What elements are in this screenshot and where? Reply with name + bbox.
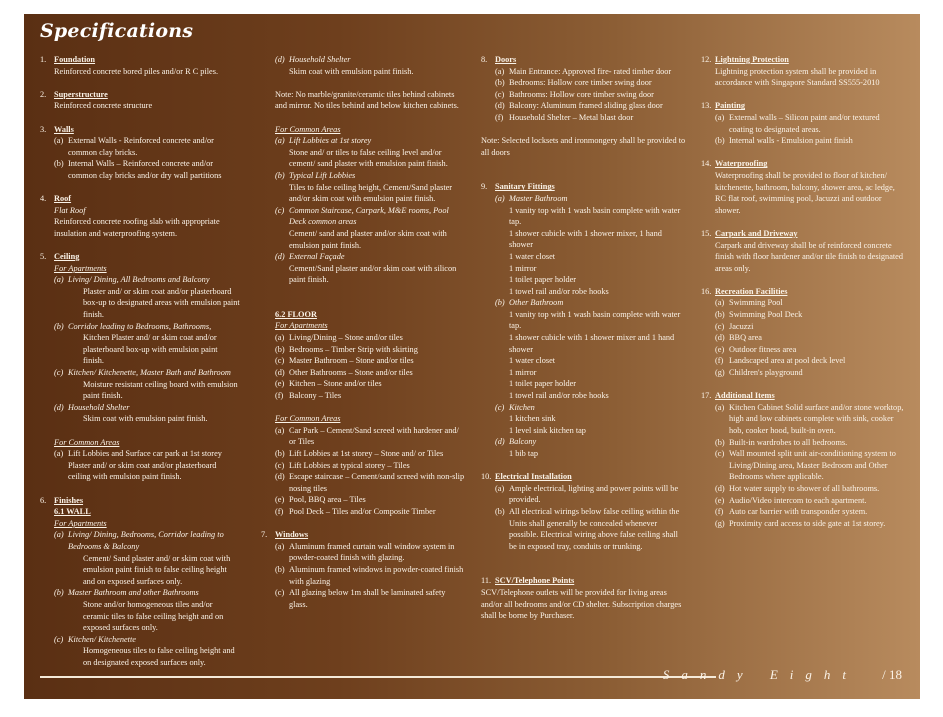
item-text: Kitchen – Stone and/or tiles [289,379,382,389]
section-title: Ceiling [54,252,80,262]
item-key: (b) [715,437,725,447]
item-key: (a) [275,541,285,551]
spec-section [701,54,906,89]
list-item [275,170,465,182]
item-text: Ample electrical, lighting and power points will be provided. [509,483,679,505]
list-item [275,448,465,460]
section-number: 5. [40,252,47,262]
list-item [701,309,906,321]
item-text: Car Park – Cement/Sand screed with hardener and/ or Tiles [289,425,459,447]
item-text: 1 shower cubicle with 1 shower mixer, 1 hand shower [509,228,662,250]
item-text: Balcony – Tiles [289,391,342,401]
section-heading [40,495,240,507]
list-item [275,332,465,344]
text-line: Reinforced concrete bored piles and/or R C piles. [54,66,219,76]
item-key: (f) [715,356,724,366]
item-key: (b) [715,136,725,146]
spacer [275,518,465,530]
item-title: Kitchen [509,402,535,412]
section-title: Windows [275,530,309,540]
item-title: Kitchen/ Kitchenette [68,634,136,644]
item-key: (c) [275,205,285,215]
subheading: For Apartments [54,518,107,528]
item-text: Balcony: Aluminum framed sliding glass door [509,101,663,111]
section-heading [40,54,240,66]
subheading: Flat Roof [54,205,86,215]
note: Note: No marble/granite/ceramic tiles behind cabinets and mirror. No tiles behind and below kitchen cabinets. [275,89,459,111]
item-text: 1 bib tap [509,449,539,458]
section-number: 12. [701,55,712,64]
spacer [275,112,465,124]
section-heading [701,228,906,240]
list-item [701,402,906,437]
item-text: 1 mirror [509,367,537,377]
section-number: 4. [40,194,47,204]
list-item [40,135,240,158]
item-title: Household Shelter [68,402,130,412]
item-key: (b) [275,564,285,574]
item-text: Lift Lobbies at typical storey – Tiles [289,460,410,470]
list-item [40,529,240,552]
list-item [275,494,465,506]
item-text: 1 mirror [509,263,537,273]
subsection-title: 6.1 WALL [54,507,91,517]
section-heading [481,54,686,66]
section-title: SCV/Telephone Points [495,576,575,586]
section-title: Superstructure [54,89,108,99]
list-item [701,321,906,333]
item-key: (c) [715,321,725,331]
item-key: (f) [275,391,284,401]
item-text: Stone and/or homogeneous tiles and/or ceramic tiles to false ceiling height and on exposed surfaces only. [83,599,224,633]
list-item [701,112,906,135]
item-text: BBQ area [729,333,762,343]
item-text: 1 towel rail and/or robe hooks [509,391,609,401]
item-key: (b) [495,78,505,88]
list-item [481,66,686,78]
item-text: Built-in wardrobes to all bedrooms. [729,437,848,447]
list-item [481,77,686,89]
item-text: Aluminum framed windows in powder-coated finish with glazing [289,564,464,586]
item-text: Cement/ sand and plaster and/or skim coat with emulsion paint finish. [289,228,447,250]
list-item [275,390,465,402]
subsection-title: 6.2 FLOOR [275,309,317,319]
item-text: Jacuzzi [729,321,754,331]
section-number: 9. [481,182,488,192]
section-heading [40,124,240,136]
text-line: Waterproofing shall be provided to floor of kitchen/ kitchenette, bathroom, balcony, shower area, ac ledge, RC flat roof, swimming pool, Jacuzzi and outdoor shower. [715,170,895,215]
list-item [275,251,465,263]
list-item [701,367,906,379]
subheading: For Apartments [275,321,328,331]
spec-section [701,390,906,529]
spacer [481,460,686,472]
item-key: (a) [275,333,285,343]
spacer [481,552,686,575]
section-title: Waterproofing [715,159,768,169]
list-item [481,436,686,448]
section-number: 3. [40,124,47,134]
spec-section [701,100,906,146]
list-item [481,483,686,506]
item-title: External Façade [289,252,345,262]
footer-divider [40,676,716,678]
list-item [275,587,465,610]
list-item [275,541,465,564]
list-item [481,193,686,205]
item-key: (b) [54,321,64,331]
item-key: (a) [715,402,725,412]
list-item [275,471,465,494]
text-line: Reinforced concrete roofing slab with appropriate insulation and waterproofing system. [54,217,220,238]
spec-section [40,193,240,239]
section-heading [481,181,686,193]
item-key: (b) [495,298,505,308]
item-text: Cement/Sand plaster and/or skim coat with silicon paint finish. [289,263,457,285]
section-heading [701,54,906,66]
text-line: Carpark and driveway shall be of reinforced concrete finish with floor hardener and/or tile finish to designated areas only. [715,240,904,273]
item-text: Homogeneous tiles to false ceiling height and on designated exposed surfaces only. [83,646,235,667]
item-text: Proximity card access to side gate at 1st storey. [729,518,886,528]
item-text: 1 vanity top with 1 wash basin complete with water tap. [509,205,681,227]
section-heading [701,100,906,112]
item-key: (b) [495,506,505,516]
list-item [275,564,465,587]
item-text: Bedrooms – Timber Strip with skirting [289,344,418,354]
list-item [701,297,906,309]
item-text: Skim coat with emulsion paint finish. [83,414,208,424]
section-heading [481,471,686,483]
item-key: (b) [54,588,64,598]
item-text: 1 vanity top with 1 wash basin complete with water tap. [509,309,681,331]
list-item [481,506,686,552]
list-item [40,587,240,599]
item-text: Escape staircase – Cement/sand screed with non-slip nosing tiles [289,472,465,493]
list-item [40,634,240,646]
item-key: (e) [275,495,285,505]
list-item [275,460,465,472]
list-item [701,448,906,483]
item-key: (e) [275,379,285,389]
item-text: Wall mounted split unit air-conditioning system to Living/Dining area, Master Bedroom and Other Bedrooms where applicable. [729,449,896,482]
item-key: (b) [275,170,285,180]
spec-section [40,124,240,182]
list-item [481,100,686,112]
list-item [40,367,240,379]
item-key: (a) [495,193,505,203]
item-key: (c) [275,588,285,598]
item-text: Internal walls - Emulsion paint finish [729,136,853,146]
section-number: 15. [701,228,712,238]
item-text: Aluminum framed curtain wall window system in powder-coated finish with glazing. [289,541,455,563]
item-text: 1 shower cubicle with 1 shower mixer and 1 hand shower [509,333,675,354]
text-line: Lightning protection system shall be provided in accordance with Singapore Standard SS555-2010 [715,66,880,88]
section-number: 7. [261,530,268,540]
item-text: Stone and/ or tiles to false ceiling level and/or cement/ sand plaster with emulsion paint finish. [289,147,448,169]
item-text: Lift Lobbies and Surface car park at 1st storey Plaster and/ or skim coat and/or plasterboard ceiling with emulsion paint finish. [68,449,222,482]
item-key: (d) [715,333,725,343]
item-key: (a) [54,530,64,540]
section-number: 10. [481,472,492,482]
section-heading [261,529,465,541]
item-text: All electrical wirings below false ceiling within the Units shall generally be concealed whenever possible. Electrical wiring above false ceiling shall be in exposed tray, conduits or trunking. [509,506,680,551]
section-title: Doors [495,55,517,64]
section-heading [701,158,906,170]
item-key: (f) [275,506,284,516]
item-text: Swimming Pool Deck [729,310,803,320]
item-text: 1 toilet paper holder [509,379,577,389]
item-text: 1 towel rail and/or robe hooks [509,286,609,296]
item-title: Kitchen/ Kitchenette, Master Bath and Bathroom [68,368,231,378]
item-text: 1 level sink kitchen tap [509,425,586,435]
column-1 [40,54,240,680]
item-text: 1 toilet paper holder [509,275,577,285]
section-number: 14. [701,159,712,169]
list-item [481,112,686,124]
item-key: (c) [495,402,505,412]
item-title: Balcony [509,437,537,447]
item-key: (a) [54,449,64,459]
section-number: 8. [481,55,488,64]
list-item [40,402,240,414]
item-key: (g) [715,518,725,528]
item-key: (e) [715,344,725,354]
list-item [701,135,906,147]
item-title: Living/ Dining, All Bedrooms and Balcony [68,275,210,285]
item-key: (b) [275,344,285,354]
item-key: (b) [54,159,64,169]
section-title: Carpark and Driveway [715,228,798,238]
item-text: 1 water closet [509,356,556,366]
item-text: Bathrooms: Hollow core timber swing door [509,89,654,99]
item-key: (a) [54,275,64,285]
brand-name: Sandy Eight [662,667,858,682]
item-text: 1 water closet [509,251,556,261]
list-item [701,355,906,367]
item-text: Kitchen Cabinet Solid surface and/or stone worktop, high and low cabinets complete with sink, cooker hob, cooker hood, built-in oven. [729,402,904,435]
item-key: (d) [54,402,64,412]
section-title: Lightning Protection [715,55,789,64]
list-item [275,54,465,66]
subheading: For Apartments [54,263,107,273]
spec-section [701,286,906,379]
spec-section [701,228,906,274]
text-line: Reinforced concrete structure [54,101,153,111]
list-item [275,205,465,228]
spacer [275,402,465,414]
item-key: (d) [495,101,505,111]
list-item [275,344,465,356]
list-item [481,402,686,414]
item-text: Outdoor fitness area [729,344,797,354]
item-key: (a) [715,112,725,122]
item-key: (c) [54,634,64,644]
item-key: (c) [495,89,505,99]
list-item [40,158,240,181]
note: Note: Selected locksets and ironmongery shall be provided to all doors [481,136,686,157]
section-number: 13. [701,101,712,111]
section-title: Finishes [54,495,84,505]
item-key: (d) [715,483,725,493]
item-text: Master Bathroom – Stone and/or tiles [289,356,414,366]
item-key: (f) [715,507,724,517]
item-text: Swimming Pool [729,298,783,308]
item-text: 1 kitchen sink [509,414,556,424]
section-heading [40,89,240,101]
list-item [275,506,465,518]
item-title: Master Bathroom [509,193,568,203]
item-text: Skim coat with emulsion paint finish. [289,66,414,76]
page-number: / 18 [882,667,902,682]
list-item [275,135,465,147]
item-title: Household Shelter [289,55,351,64]
item-key: (d) [495,437,505,447]
item-text: Children's playground [729,368,803,378]
item-key: (b) [715,310,725,320]
section-title: Painting [715,101,745,111]
list-item [275,367,465,379]
section-heading [40,193,240,205]
section-title: Foundation [54,55,96,64]
section-number: 6. [40,495,47,505]
section-title: Recreation Facilities [715,286,788,296]
item-text: Pool Deck – Tiles and/or Composite Timber [289,506,436,516]
item-key: (g) [715,368,725,378]
section-number: 16. [701,286,712,296]
list-item [701,506,906,518]
item-text: Living/Dining – Stone and/or tiles [289,333,403,343]
item-title: Lift Lobbies at 1st storey [289,136,372,146]
section-number: 17. [701,391,712,401]
list-item [481,297,686,309]
item-text: Other Bathrooms – Stone and/or tiles [289,367,413,377]
section-title: Sanitary Fittings [495,182,555,192]
list-item [701,495,906,507]
item-key: (b) [275,449,285,458]
item-title: Typical Lift Lobbies [289,170,356,180]
spec-section [701,158,906,216]
spec-section [40,495,240,669]
section-number: 1. [40,55,47,64]
spacer [481,158,686,181]
item-key: (a) [495,66,505,76]
section-heading [481,575,686,587]
list-item [701,483,906,495]
item-key: (c) [54,368,64,378]
item-key: (a) [54,136,64,146]
item-text: All glazing below 1m shall be laminated safety glass. [289,588,446,609]
list-item [701,332,906,344]
item-key: (f) [495,112,504,122]
section-title: Additional Items [715,391,775,401]
spec-sheet [24,14,920,699]
list-item [701,518,906,530]
item-text: Tiles to false ceiling height, Cement/Sand plaster and/or skim coat with emulsion paint finish. [289,182,453,204]
item-text: Lift Lobbies at 1st storey – Stone and/ or Tiles [289,449,444,458]
column-2 [261,54,465,610]
item-key: (a) [275,425,285,435]
item-text: Landscaped area at pool deck level [729,356,846,366]
item-key: (c) [275,356,285,366]
item-text: Bedrooms: Hollow core timber swing door [509,78,652,88]
subheading: For Common Areas [275,124,341,134]
item-text: External Walls - Reinforced concrete and/or common clay bricks. [68,136,214,157]
item-title: Corridor leading to Bedrooms, Bathrooms, [68,321,212,331]
spacer [481,124,686,136]
item-text: Moisture resistant ceiling board with emulsion paint finish. [83,379,238,401]
section-heading [701,390,906,402]
column-4 [701,54,906,541]
list-item [40,448,240,483]
list-item [481,89,686,101]
item-text: Household Shelter – Metal blast door [509,112,634,122]
item-key: (e) [715,495,725,505]
spec-section [40,54,240,77]
text-line: SCV/Telephone outlets will be provided for living areas and/or all bedrooms and/or CD shelter. Subscription charges shall be borne by Purchaser. [481,587,682,621]
section-title: Walls [54,124,74,134]
list-item [701,437,906,449]
spacer [275,77,465,89]
page-title: Specifications [40,20,194,42]
subheading: For Common Areas [54,437,120,447]
item-text: External walls – Silicon paint and/or textured coating to designated areas. [729,112,880,134]
spec-section [40,89,240,112]
list-item [275,378,465,390]
item-title: Master Bathroom and other Bathrooms [68,588,199,598]
item-title: Living/ Dining, Bedrooms, Corridor leading to Bedrooms & Balcony [68,530,224,551]
item-key: (a) [715,298,725,308]
section-number: 2. [40,89,47,99]
item-title: Common Staircase, Carpark, M&E rooms, Pool Deck common areas [289,205,449,227]
item-key: (d) [275,252,285,262]
item-text: Hot water supply to shower of all bathrooms. [729,483,880,493]
item-text: Audio/Video intercom to each apartment. [729,495,867,505]
spacer [40,425,240,437]
spec-section [40,251,240,483]
item-key: (d) [275,367,285,377]
list-item [275,355,465,367]
item-key: (c) [715,449,725,459]
item-text: Main Entrance: Approved fire- rated timber door [509,66,672,76]
item-key: (a) [275,136,285,146]
section-heading [40,251,240,263]
section-number: 11. [481,576,492,586]
item-text: Pool, BBQ area – Tiles [289,495,366,505]
list-item [40,321,240,333]
section-title: Electrical Installation [495,472,572,482]
item-key: (c) [275,460,285,470]
item-text: Cement/ Sand plaster and/ or skim coat with emulsion paint finish to false ceiling height and on exposed surfaces only. [83,553,231,586]
section-heading [701,286,906,298]
spacer [275,286,465,309]
list-item [40,274,240,286]
item-text: Internal Walls – Reinforced concrete and/or common clay bricks and/or dry wall partitions [68,159,222,180]
list-item [275,425,465,448]
item-key: (d) [275,472,285,482]
item-key: (a) [495,483,505,493]
item-text: Plaster and/ or skim coat and/or plasterboard box-up to designated areas with emulsion paint finish. [83,286,240,320]
column-3 [481,54,686,622]
list-item [701,344,906,356]
item-text: Auto car barrier with transponder system. [729,507,868,517]
item-title: Other Bathroom [509,298,564,308]
section-title: Roof [54,194,72,204]
item-text: Kitchen Plaster and/ or skim coat and/or plasterboard box-up with emulsion paint finish. [83,333,218,366]
subheading: For Common Areas [275,414,341,424]
item-key: (d) [275,55,285,64]
